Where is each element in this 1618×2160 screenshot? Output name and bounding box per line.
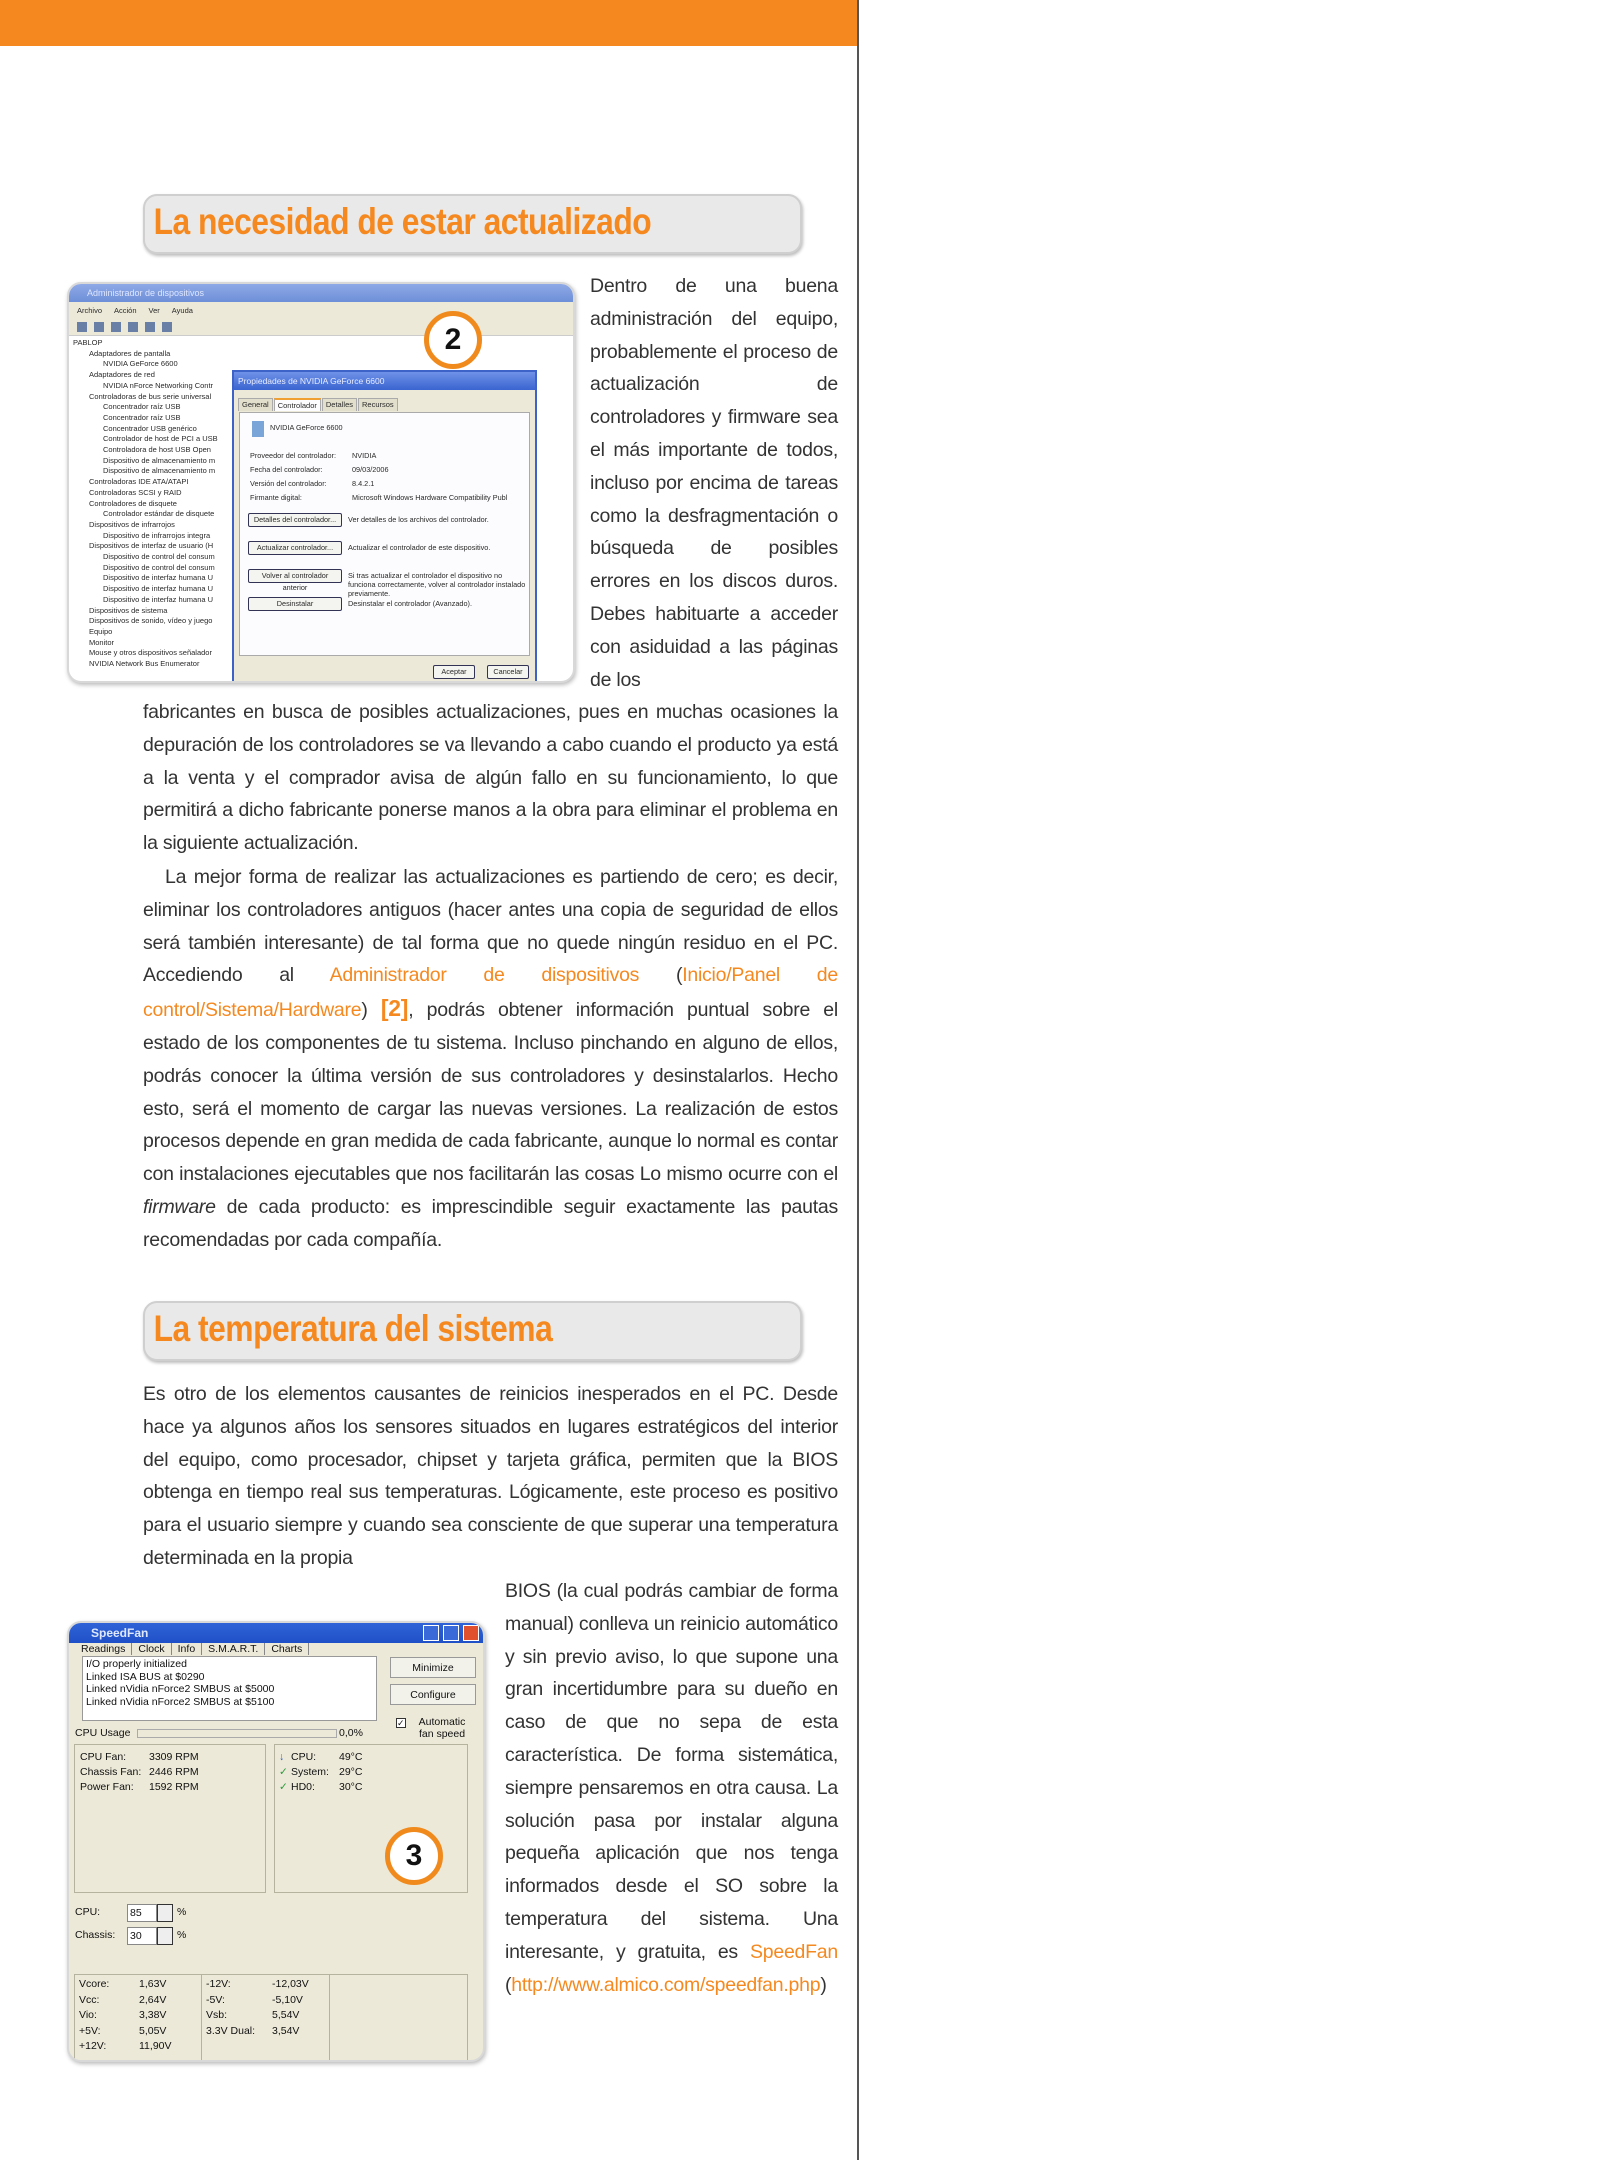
link-speedfan-url[interactable]: http://www.almico.com/speedfan.php bbox=[511, 1973, 821, 1996]
device-name: NVIDIA GeForce 6600 bbox=[270, 423, 343, 432]
device-tree bbox=[73, 338, 229, 670]
speed-label: CPU: bbox=[75, 1906, 101, 1918]
tree-item: Concentrador raíz USB bbox=[103, 412, 181, 422]
temp-value: 29°C bbox=[339, 1766, 363, 1778]
link-speedfan[interactable]: SpeedFan bbox=[750, 1940, 838, 1963]
field-label: Versión del controlador: bbox=[250, 479, 327, 488]
tab-charts: Charts bbox=[265, 1643, 309, 1655]
arrow-down-icon: ↓ bbox=[279, 1751, 285, 1763]
window-title: Administrador de dispositivos bbox=[69, 284, 573, 302]
voltage-value: 5,54V bbox=[272, 2009, 300, 2021]
cpu-usage-bar bbox=[137, 1729, 337, 1738]
paragraph-2 bbox=[143, 861, 838, 1257]
tab-smart: S.M.A.R.T. bbox=[202, 1643, 265, 1655]
action-description: Si tras actualizar el controlador el dispositivo no funciona correctamente, volver al controlador instalado previamente. bbox=[348, 571, 526, 598]
action-description: Desinstalar el controlador (Avanzado). bbox=[348, 599, 472, 608]
tree-item: Adaptadores de red bbox=[89, 370, 155, 380]
tab-recursos: Recursos bbox=[358, 398, 398, 411]
paragraph-3-side bbox=[505, 1575, 838, 2001]
voltage-value: 3,54V bbox=[272, 2024, 300, 2037]
log-box bbox=[82, 1656, 377, 1721]
display-adapter-icon bbox=[252, 421, 264, 437]
voltage-label: Vsb: bbox=[206, 2009, 228, 2021]
properties-dialog bbox=[232, 370, 537, 683]
tab-controlador: Controlador bbox=[274, 398, 321, 411]
log-line: Linked nVidia nForce2 SMBUS at $5000 bbox=[86, 1683, 275, 1695]
page-divider bbox=[857, 0, 859, 2160]
speedfan-screenshot bbox=[67, 1621, 485, 2062]
divider bbox=[201, 1975, 202, 2062]
paragraph-text: Es otro de los elementos causantes de reinicios inesperados en el PC. Desde hace ya algunos años los sensores situados en lugares estratégicos del interior del equipo, como procesador, chipset y tarjeta gráfica, permiten que la BIOS obtenga en tiempo real sus temperaturas. Lógicamente, este proceso es positivo para el usuario siempre y cuando sea consciente de que superar una temperatura determinada en la propia bbox=[143, 1383, 838, 1569]
field-value: Microsoft Windows Hardware Compatibility Publ bbox=[352, 493, 508, 502]
tree-item: Controladoras IDE ATA/ATAPI bbox=[89, 477, 189, 487]
toolbar bbox=[69, 319, 573, 336]
fan-label: Power Fan: bbox=[80, 1781, 134, 1793]
tree-item: NVIDIA Network Bus Enumerator bbox=[89, 659, 200, 669]
tree-item: Monitor bbox=[89, 637, 115, 647]
dialog-tabs bbox=[234, 390, 535, 411]
paragraph-text: Dentro de una buena administración del equipo, probablemente el proceso de actualización de controladores y firmware sea el más importante de todos, incluso por encima de tareas como la desfragmentación o búsqueda de posibles errores en los discos duros. Debes habituarte a acceder con asiduidad a las páginas de los bbox=[590, 275, 838, 691]
percent-label: % bbox=[177, 1929, 187, 1941]
figure-badge: 2 bbox=[424, 311, 482, 369]
text: La mejor forma de realizar las actualizaciones es partiendo de cero; es decir, eliminar los controladores antiguos (hacer antes una copia de seguridad de ellos será también interesante) de tal forma que no quede ningún residuo en el PC. Accediendo al bbox=[143, 866, 838, 987]
tree-item: Dispositivo de interfaz humana U bbox=[103, 594, 214, 604]
tree-item: Dispositivo de control del consum bbox=[103, 552, 215, 562]
fans-panel bbox=[74, 1744, 266, 1893]
voltage-value: 3,38V bbox=[139, 2009, 167, 2021]
tree-item: Controladoras de bus serie universal bbox=[89, 391, 212, 401]
field-value: 8.4.2.1 bbox=[352, 479, 375, 488]
menu-bar bbox=[69, 302, 573, 319]
tree-item: Controladores de disquete bbox=[89, 498, 177, 508]
tree-item: Adaptadores de pantalla bbox=[89, 348, 171, 358]
tree-item: Equipo bbox=[89, 626, 113, 636]
section-heading: La necesidad de estar actualizado bbox=[153, 201, 652, 242]
temp-value: 30°C bbox=[339, 1781, 363, 1793]
action-description: Actualizar el controlador de este dispositivo. bbox=[348, 543, 491, 552]
tree-item: Controlador estándar de disquete bbox=[103, 509, 215, 519]
paragraph-1-rest bbox=[143, 696, 838, 860]
auto-fan-label: Automatic fan speed bbox=[418, 1716, 466, 1740]
text: firmware bbox=[143, 1195, 216, 1218]
fan-value: 2446 RPM bbox=[149, 1766, 199, 1778]
voltage-label: Vcc: bbox=[79, 1993, 100, 2006]
tree-item: Dispositivo de almacenamiento m bbox=[103, 455, 216, 465]
tree-item: Controladora de host USB Open bbox=[103, 445, 211, 455]
spinner-icon bbox=[157, 1904, 173, 1922]
check-icon: ✓ bbox=[279, 1766, 288, 1778]
voltage-label: Vcore: bbox=[79, 1978, 110, 1990]
voltage-label: -5V: bbox=[206, 1993, 225, 2006]
toolbar-icon bbox=[145, 322, 155, 332]
text: BIOS (la cual podrás cambiar de forma manual) conlleva un reinicio automático y sin previo aviso, lo que supone una gran incertidumbre para su dueño en caso de que no sepa de esta característica. De forma sistemática, siempre pensaremos en otra causa. La solución pasa por instalar alguna pequeña aplicación que nos tenga informados desde el SO sobre la temperatura del sistema. Una interesante, y gratuita, es bbox=[505, 1580, 838, 1963]
divider bbox=[329, 1975, 330, 2062]
text: ) bbox=[361, 999, 381, 1022]
voltage-value: 5,05V bbox=[139, 2024, 167, 2037]
voltage-value: 2,64V bbox=[139, 1993, 167, 2006]
voltage-value: 1,63V bbox=[139, 1978, 167, 1990]
check-icon: ✓ bbox=[279, 1781, 288, 1793]
fan-value: 3309 RPM bbox=[149, 1751, 199, 1763]
section-heading-box bbox=[143, 194, 802, 254]
tree-item: Controladoras SCSI y RAID bbox=[89, 487, 182, 497]
tab-general: General bbox=[238, 398, 273, 411]
tree-item: Concentrador raíz USB bbox=[103, 402, 181, 412]
field-label: Firmante digital: bbox=[250, 493, 302, 502]
field-value: 09/03/2006 bbox=[352, 465, 389, 474]
tree-item: NVIDIA nForce Networking Contr bbox=[103, 380, 214, 390]
tree-item: Dispositivos de sistema bbox=[89, 605, 168, 615]
minimize-icon bbox=[423, 1625, 439, 1641]
speed-input: 85 bbox=[127, 1904, 157, 1922]
figure-ref: [2] bbox=[380, 995, 409, 1022]
section-heading-box bbox=[143, 1301, 802, 1361]
action-button: Volver al controlador anterior bbox=[248, 569, 342, 583]
fan-value: 1592 RPM bbox=[149, 1781, 199, 1793]
toolbar-icon bbox=[94, 322, 104, 332]
action-button: Detalles del controlador... bbox=[248, 513, 342, 527]
action-button: Actualizar controlador... bbox=[248, 541, 342, 555]
fan-label: CPU Fan: bbox=[80, 1751, 127, 1763]
tree-item: Controlador de host de PCI a USB bbox=[103, 434, 218, 444]
spinner-icon bbox=[157, 1927, 173, 1945]
tree-item: Dispositivos de interfaz de usuario (H bbox=[89, 541, 214, 551]
log-line: I/O properly initialized bbox=[86, 1658, 187, 1670]
fan-label: Chassis Fan: bbox=[80, 1766, 142, 1778]
field-value: NVIDIA bbox=[352, 451, 377, 460]
speedfan-tabs bbox=[75, 1643, 309, 1655]
menu-archivo: Archivo bbox=[77, 306, 103, 315]
voltage-value: 11,90V bbox=[139, 2040, 172, 2052]
speed-input: 30 bbox=[127, 1927, 157, 1945]
action-description: Ver detalles de los archivos del controlador. bbox=[348, 515, 489, 524]
figure-badge: 3 bbox=[385, 1827, 443, 1885]
voltage-label: -12V: bbox=[206, 1978, 231, 1990]
menu-ayuda: Ayuda bbox=[171, 306, 193, 315]
log-line: Linked nVidia nForce2 SMBUS at $5100 bbox=[86, 1695, 275, 1708]
link-device-manager[interactable]: Administrador de dispositivos bbox=[329, 964, 640, 987]
link-path[interactable]: Inicio/Panel de control/Sistema/Hardware bbox=[143, 964, 838, 1022]
action-button: Desinstalar bbox=[248, 597, 342, 611]
window-title: SpeedFan bbox=[69, 1623, 483, 1643]
dialog-pane bbox=[239, 412, 530, 656]
tree-item: Dispositivo de almacenamiento m bbox=[103, 466, 216, 476]
close-icon bbox=[463, 1625, 479, 1641]
field-label: Fecha del controlador: bbox=[250, 465, 323, 474]
cancel-button: Cancelar bbox=[487, 665, 529, 679]
dialog-title: Propiedades de NVIDIA GeForce 6600 bbox=[234, 372, 535, 390]
tab-detalles: Detalles bbox=[322, 398, 357, 411]
tab-clock: Clock bbox=[132, 1643, 171, 1655]
top-orange-bar bbox=[0, 0, 858, 46]
paragraph-1-side bbox=[590, 270, 838, 696]
temp-label: HD0: bbox=[291, 1781, 315, 1793]
toolbar-icon bbox=[77, 322, 87, 332]
tree-item: Dispositivo de infrarrojos integra bbox=[103, 530, 211, 540]
menu-ver: Ver bbox=[148, 306, 160, 315]
text: ( bbox=[639, 964, 683, 987]
auto-fan-checkbox: ✓ bbox=[397, 1718, 405, 1728]
section-heading: La temperatura del sistema bbox=[153, 1308, 553, 1349]
text: ( bbox=[505, 1973, 512, 1996]
tree-item: Dispositivo de control del consum bbox=[103, 562, 215, 572]
voltage-value: -12,03V bbox=[272, 1978, 309, 1990]
percent-label: % bbox=[177, 1906, 187, 1918]
minimize-button: Minimize bbox=[390, 1657, 476, 1678]
cpu-usage-label: CPU Usage bbox=[75, 1727, 131, 1739]
text: , podrás obtener información puntual sobre el estado de los componentes de tu sistema. Incluso pinchando en alguno de ellos, podrás conocer la última versión de sus controladores y desinstalarlos. Hecho esto, será el momento de cargar las nuevas versiones. La realización de estos procesos depende en gran medida de cada fabricante, aunque lo normal es contar con instalaciones ejecutables que nos facilitarán las cosas Lo mismo ocurre con el bbox=[143, 999, 838, 1186]
speed-label: Chassis: bbox=[75, 1929, 116, 1941]
tree-item: Dispositivos de infrarrojos bbox=[89, 519, 175, 529]
device-manager-screenshot bbox=[67, 282, 575, 683]
tree-item: Dispositivo de interfaz humana U bbox=[103, 584, 214, 594]
paragraph-text: fabricantes en busca de posibles actualizaciones, pues en muchas ocasiones la depuración de los controladores se va llevando a cabo cuando el producto ya está a la venta y el comprador avisa de algún fallo en su funcionamiento, lo que permitirá a dicho fabricante ponerse manos a la obra para eliminar el problema en la siguiente actualización. bbox=[143, 701, 838, 855]
tree-item: Dispositivos de sonido, vídeo y juego bbox=[89, 616, 213, 626]
tab-info: Info bbox=[172, 1643, 203, 1655]
toolbar-icon bbox=[162, 322, 172, 332]
tree-item: PABLOP bbox=[73, 338, 103, 347]
text: ) bbox=[820, 1973, 827, 1996]
configure-button: Configure bbox=[390, 1684, 476, 1705]
tab-readings: Readings bbox=[75, 1643, 132, 1655]
tree-item: Dispositivo de interfaz humana U bbox=[103, 573, 214, 583]
voltage-label: Vio: bbox=[79, 2009, 97, 2021]
text: de cada producto: es imprescindible seguir exactamente las pautas recomendadas por cada compañía. bbox=[143, 1195, 838, 1251]
menu-accion: Acción bbox=[114, 306, 137, 315]
field-label: Proveedor del controlador: bbox=[250, 451, 336, 460]
temp-label: System: bbox=[291, 1766, 329, 1778]
ok-button: Aceptar bbox=[433, 665, 475, 679]
voltage-label: +5V: bbox=[79, 2024, 101, 2037]
voltage-label: +12V: bbox=[79, 2040, 107, 2052]
temp-value: 49°C bbox=[339, 1751, 363, 1763]
voltage-value: -5,10V bbox=[272, 1993, 303, 2006]
voltages-panel bbox=[74, 1974, 468, 2062]
maximize-icon bbox=[443, 1625, 459, 1641]
tree-item: NVIDIA GeForce 6600 bbox=[103, 359, 178, 369]
tree-item: Mouse y otros dispositivos señalador bbox=[89, 648, 212, 658]
toolbar-icon bbox=[128, 322, 138, 332]
cpu-usage-value: 0,0% bbox=[339, 1727, 363, 1739]
voltage-label: 3.3V Dual: bbox=[206, 2024, 256, 2037]
log-line: Linked ISA BUS at $0290 bbox=[86, 1670, 205, 1683]
toolbar-icon bbox=[111, 322, 121, 332]
paragraph-3 bbox=[143, 1378, 838, 1575]
temp-label: CPU: bbox=[291, 1751, 317, 1763]
tree-item: Concentrador USB genérico bbox=[103, 423, 197, 433]
